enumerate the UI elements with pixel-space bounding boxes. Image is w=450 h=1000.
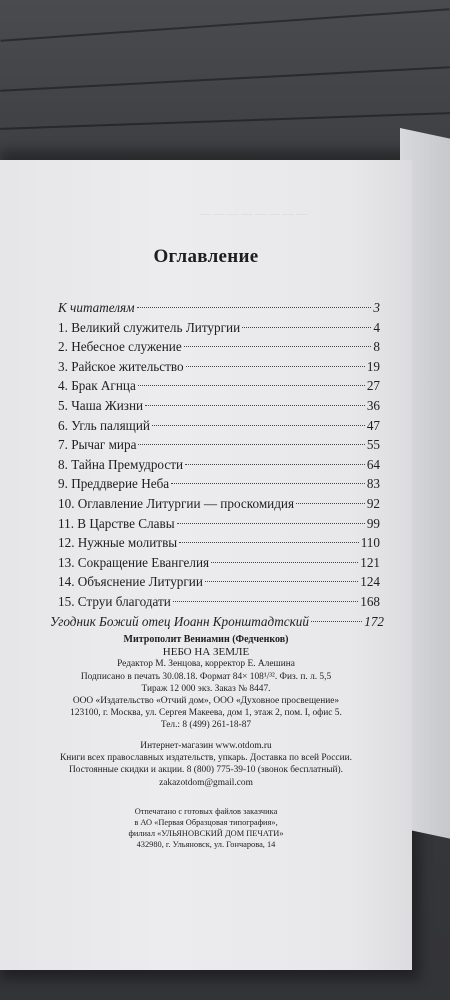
shop-block xyxy=(0,740,412,789)
imprint-block xyxy=(0,634,412,732)
shop-line: Постоянные скидки и акции. 8 (800) 775-39-10 (звонок бесплатный). xyxy=(69,765,343,776)
toc-entry[interactable]: 13. Сокращение Евангелия 121 xyxy=(58,554,380,570)
shop-line: Интернет-магазин www.otdom.ru xyxy=(140,741,272,751)
address-line: 123100, г. Москва, ул. Сергея Макеева, дом 1, этаж 2, пом. I, офис 5. xyxy=(70,708,342,719)
toc-entry[interactable]: 9. Преддверие Неба 83 xyxy=(58,476,380,492)
book-page xyxy=(0,160,412,970)
toc-entry[interactable]: Угодник Божий отец Иоанн Кронштадтский 172 xyxy=(50,613,384,629)
toc-entry[interactable]: 1. Великий служитель Литургии 4 xyxy=(58,319,380,335)
shop-line: Книги всех православных издательств, упкарь. Доставка по всей России. xyxy=(60,753,352,764)
toc-entry[interactable]: 3. Райское жительство 19 xyxy=(58,358,380,374)
toc-entry[interactable]: 10. Оглавление Литургии — проскомидия 92 xyxy=(58,495,380,511)
printer-line: филиал «УЛЬЯНОВСКИЙ ДОМ ПЕЧАТИ» xyxy=(128,829,284,838)
email-line: zakazotdom@gmail.com xyxy=(159,777,253,788)
toc-entry[interactable]: 2. Небесное служение 8 xyxy=(58,339,380,355)
printer-line: в АО «Первая Образцовая типография», xyxy=(134,818,278,827)
editor-line: Редактор М. Зенцова, корректор Е. Алешина xyxy=(117,659,295,670)
signed-line: Подписано в печать 30.08.18. Формат 84× 108¹/³². Физ. п. л. 5,5 xyxy=(80,671,332,682)
toc-entry[interactable]: 4. Брак Агнца 27 xyxy=(58,378,380,394)
printer-block xyxy=(0,806,412,850)
phone-line: Тел.: 8 (499) 261-18-87 xyxy=(160,720,252,731)
printer-line: Отпечатано с готовых файлов заказчика xyxy=(134,807,278,816)
toc-entry[interactable]: 14. Объяснение Литургии 124 xyxy=(58,574,380,590)
toc-entry[interactable]: К читателям 3 xyxy=(58,300,380,315)
toc-entry[interactable]: 12. Нужные молитвы 110 xyxy=(58,535,380,551)
toc-entry[interactable]: 15. Струи благодати 168 xyxy=(58,593,380,609)
table-of-contents xyxy=(50,298,384,631)
toc-entry[interactable]: 8. Тайна Премудрости 64 xyxy=(58,456,380,472)
toc-entry[interactable]: 5. Чаша Жизни 36 xyxy=(58,397,380,413)
publisher-line: ООО «Издательство «Отчий дом», ООО «Духовное просвещение» xyxy=(72,696,340,707)
toc-heading: Оглавление xyxy=(153,246,259,267)
show-through-text: — — — — — — — — xyxy=(200,208,308,220)
toc-entry[interactable]: 7. Рычаг мира 55 xyxy=(58,437,380,453)
book-title: НЕБО НА ЗЕМЛЕ xyxy=(162,646,250,659)
toc-entry[interactable]: 6. Угль палящий 47 xyxy=(58,417,380,433)
printer-line: 432980, г. Ульяновск, ул. Гончарова, 14 xyxy=(136,840,276,849)
run-line: Тираж 12 000 экз. Заказ № 8447. xyxy=(141,683,271,694)
toc-entry[interactable]: 11. В Царстве Славы 99 xyxy=(58,515,380,531)
author: Митрополит Вениамин (Федченков) xyxy=(123,634,289,645)
